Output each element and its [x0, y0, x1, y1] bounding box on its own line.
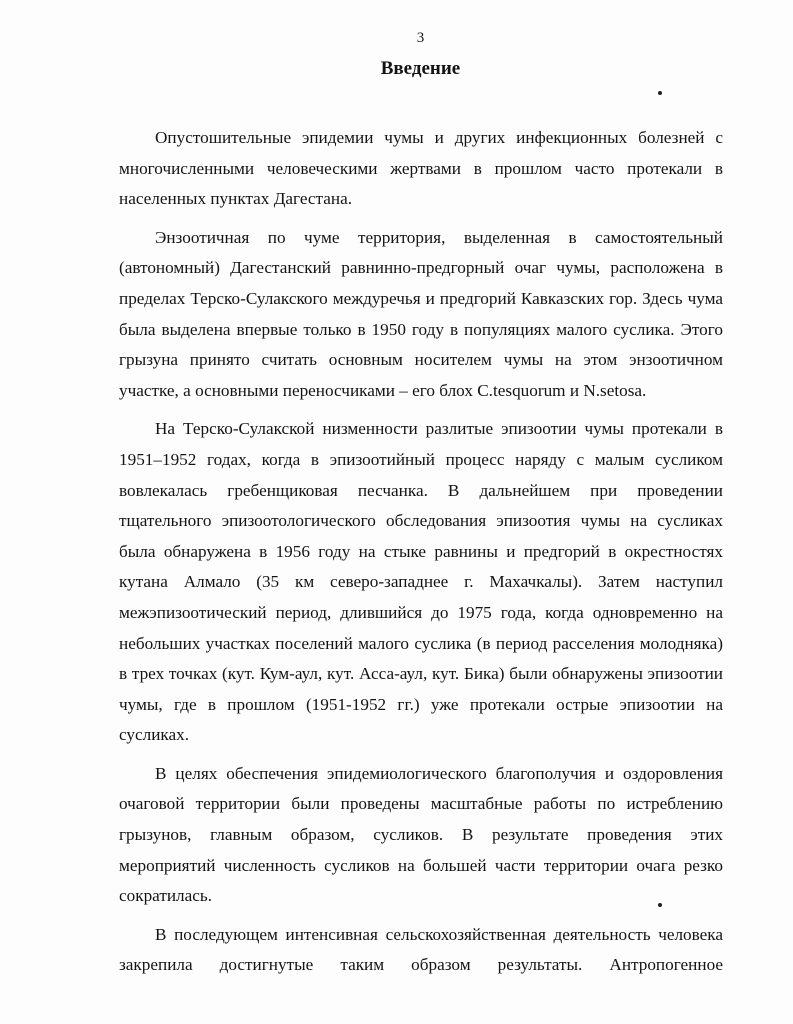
- paragraph: На Терско-Сулакской низменности разлитые эпизоотии чумы протекали в 1951–1952 годах, когда в эпизоотийный процесс наряду с малым сусликом вовлекалась гребенщиковая песчанка. В дальнейшем при проведении тщательного эпизоотологического обследования эпизоотия чумы на сусликах была обнаружена в 1956 году на стыке равнины и предгорий в окрестностях кутана Алмало (35 км северо-западнее г. Махачкалы). Затем наступил межэпизоотический период, длившийся до 1975 года, когда одновременно на небольших участках поселений малого суслика (в период расселения молодняка) в трех точках (кут. Кум-аул, кут. Асса-аул, кут. Бика) были обнаружены эпизоотии чумы, где в прошлом (1951-1952 гг.) уже протекали острые эпизоотии на сусликах.: [119, 419, 723, 745]
- page-title: Введение: [380, 58, 461, 79]
- paragraph: Энзоотичная по чуме территория, выделенная в самостоятельный (автономный) Дагестанский равнинно-предгорный очаг чумы, расположена в пределах Терско-Сулакского междуречья и предгорий Кавказских гор. Здесь чума была выделена впервые только в 1950 году в популяциях малого суслика. Этого грызуна принято считать основным носителем чумы на этом энзоотичном участке, а основными переносчиками – его блох C.tesquorum и N.setosa.: [119, 227, 723, 400]
- body-text: [119, 123, 723, 989]
- paragraph: В целях обеспечения эпидемиологического благополучия и оздоровления очаговой территории были проведены масштабные работы по истреблению грызунов, главным образом, сусликов. В результате проведения этих мероприятий численность сусликов на большей части территории очага резко сократилась.: [119, 763, 723, 906]
- page-number: 3: [416, 30, 425, 46]
- paragraph: В последующем интенсивная сельскохозяйственная деятельность человека закрепила достигнутые таким образом результаты. Антропогенное: [119, 924, 723, 975]
- scan-speck: [658, 903, 662, 907]
- paragraph: Опустошительные эпидемии чумы и других инфекционных болезней с многочисленными человеческими жертвами в прошлом часто протекали в населенных пунктах Дагестана.: [119, 128, 723, 209]
- scan-speck: [658, 91, 662, 95]
